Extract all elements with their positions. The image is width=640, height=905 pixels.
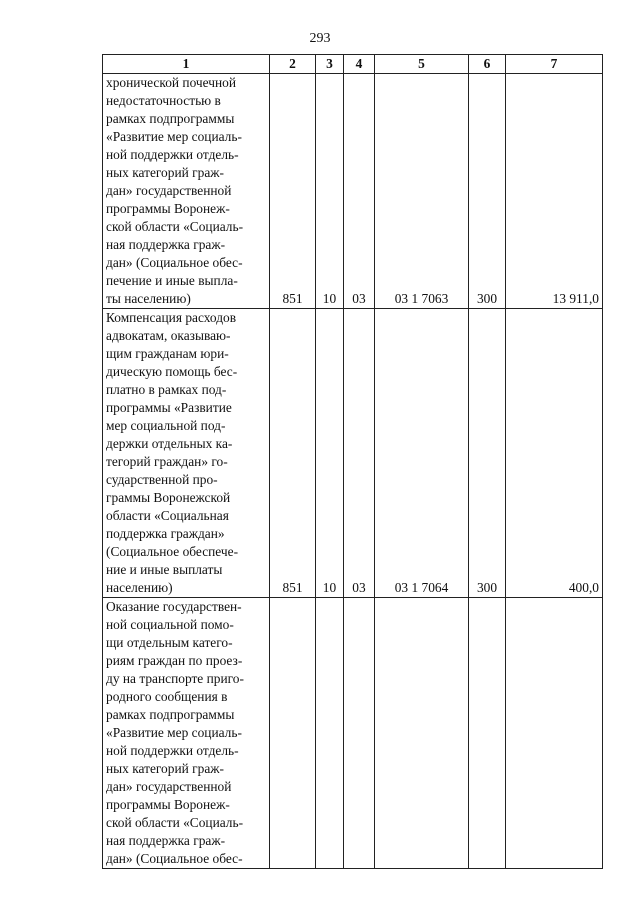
cell-grbs: 851 bbox=[270, 74, 316, 309]
page-number: 293 bbox=[309, 31, 331, 46]
cell-grbs bbox=[270, 598, 316, 869]
cell-subsection bbox=[344, 598, 375, 869]
cell-section: 10 bbox=[316, 74, 344, 309]
table-row bbox=[103, 74, 603, 309]
column-header-5: 5 bbox=[375, 55, 469, 74]
cell-sum: 13 911,0 bbox=[506, 74, 603, 309]
cell-section bbox=[316, 598, 344, 869]
row-description: Компенсация расходов адвокатам, оказываю- щим гражданам юри- дическую помощь бес- платно в рамках под- программы «Развитие мер социальной под- держки отдельных ка- тегорий граждан» го- сударственной про- граммы Воронежской области «Социальная поддержка граждан» (Социальное обеспече- ние и иные выплаты населению) bbox=[103, 309, 270, 598]
column-header-2: 2 bbox=[270, 55, 316, 74]
cell-expense-type: 300 bbox=[469, 309, 506, 598]
column-header-6: 6 bbox=[469, 55, 506, 74]
cell-expense-type: 300 bbox=[469, 74, 506, 309]
cell-target-article: 03 1 7063 bbox=[375, 74, 469, 309]
cell-sum: 400,0 bbox=[506, 309, 603, 598]
budget-table bbox=[102, 54, 603, 869]
cell-expense-type bbox=[469, 598, 506, 869]
cell-subsection: 03 bbox=[344, 309, 375, 598]
cell-grbs: 851 bbox=[270, 309, 316, 598]
column-header-7: 7 bbox=[506, 55, 603, 74]
cell-target-article: 03 1 7064 bbox=[375, 309, 469, 598]
table-row bbox=[103, 309, 603, 598]
cell-target-article bbox=[375, 598, 469, 869]
row-description: хронической почечной недостаточностью в рамках подпрограммы «Развитие мер социаль- ной поддержки отдель- ных категорий граж- дан» государственной программы Воронеж- ской области «Социаль- ная поддержка граж- дан» (Социальное обес- печение и иные выпла- ты населению) bbox=[103, 74, 270, 309]
column-header-4: 4 bbox=[344, 55, 375, 74]
cell-sum bbox=[506, 598, 603, 869]
column-header-1: 1 bbox=[103, 55, 270, 74]
cell-section: 10 bbox=[316, 309, 344, 598]
table-row bbox=[103, 598, 603, 869]
column-header-3: 3 bbox=[316, 55, 344, 74]
header-row bbox=[103, 55, 603, 74]
cell-subsection: 03 bbox=[344, 74, 375, 309]
row-description: Оказание государствен- ной социальной помо- щи отдельным катего- риям граждан по проез- ду на транспорте приго- родного сообщения в рамках подпрограммы «Развитие мер социаль- ной поддержки отдель- ных категорий граж- дан» государственной программы Воронеж- ской области «Социаль- ная поддержка граж- дан» (Социальное обес- bbox=[103, 598, 270, 869]
